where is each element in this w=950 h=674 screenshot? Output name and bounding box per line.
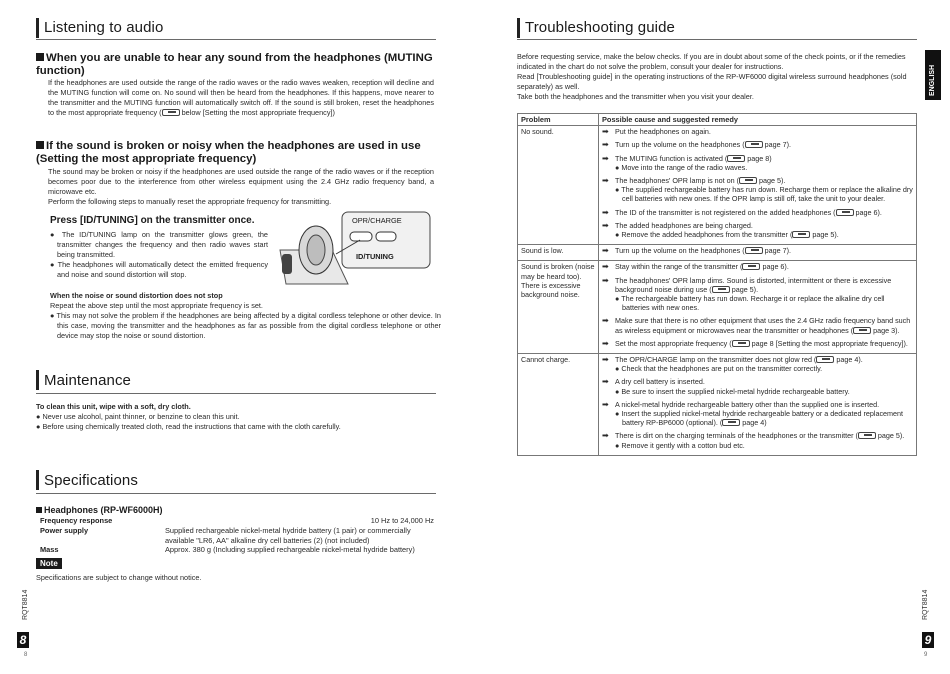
maintenance-bullets [36, 412, 434, 432]
remedy-item [602, 400, 913, 428]
column-header-problem: Problem [518, 114, 599, 126]
arrow-icon: ➡ [602, 275, 609, 285]
doc-code-left: RQT8814 [22, 589, 29, 620]
list-item: ● The ID/TUNING lamp on the transmitter glows green, the transmitter changes the frequency and then radio waves start being transmitted. [50, 230, 268, 259]
problem-cell: Cannot charge. [518, 354, 599, 456]
square-bullet-icon [36, 53, 44, 61]
table-row [518, 261, 917, 354]
square-bullet-icon [36, 507, 42, 513]
square-bullet-icon [36, 141, 44, 149]
specs-heading: Headphones (RP-WF6000H) [36, 504, 163, 517]
remedy-text: The added headphones are being charged. [615, 220, 753, 230]
remedy-item [602, 355, 913, 373]
remedy-cell [599, 261, 917, 354]
arrow-icon: ➡ [602, 316, 609, 326]
remedy-item [602, 262, 913, 271]
note-text: Specifications are subject to change without notice. [36, 573, 202, 582]
remedy-subitem: ● Move into the range of the radio waves. [615, 162, 748, 172]
list-item: ● Before using chemically treated cloth, read the instructions that came with the cloth carefully. [36, 421, 341, 431]
list-item: ● The headphones will automatically detect the emitted frequency and noise and sound distortion will stop. [50, 259, 268, 279]
problem-cell: Sound is low. [518, 245, 599, 261]
remedy-text: The MUTING function is activated ( page 8) [615, 153, 772, 163]
remedy-subitem: ● Check that the headphones are put on the transmitter correctly. [615, 364, 823, 374]
column-header-remedy: Possible cause and suggested remedy [599, 114, 917, 126]
table-row [518, 354, 917, 456]
arrow-icon: ➡ [602, 140, 609, 150]
remedy-item [602, 339, 913, 348]
page-number-left: 8 [17, 632, 29, 648]
remedy-text: Put the headphones on again. [615, 127, 711, 137]
spec-row: Mass Approx. 380 g (Including supplied rechargeable nickel-metal hydride battery) [40, 545, 415, 555]
arrow-icon: ➡ [602, 338, 609, 348]
press-bullets [50, 230, 268, 280]
heading-muting: When you are unable to hear any sound from the headphones (MUTING function) [36, 52, 433, 77]
list-item: ● Never use alcohol, paint thinner, or benzine to clean this unit. [36, 412, 240, 421]
section-marker [36, 470, 39, 490]
section-title-troubleshooting: Troubleshooting guide [525, 19, 675, 36]
problem-cell: No sound. [518, 126, 599, 245]
reference-icon [712, 286, 730, 293]
arrow-icon: ➡ [602, 153, 609, 163]
arrow-icon: ➡ [602, 431, 609, 441]
remedy-text: Stay within the range of the transmitter ( page 6). [615, 262, 789, 272]
noisy-body-2: Perform the following steps to manually reset the appropriate frequency for transmitting. [48, 197, 332, 206]
remedy-text: Set the most appropriate frequency ( page 8 [Setting the most appropriate frequency]). [615, 338, 908, 348]
section-title-maintenance: Maintenance [44, 372, 131, 389]
muting-body: If the headphones are used outside the range of the radio waves or the radio waves weaken, reception will decline and the MUTING function will come on. No sound will then be heard from the headphones. If this happens, move nearer to the transmitter and the MUTING function will automatically switch off. If the sound is still broken, reset the headphones to the most appropriate frequency ( below [Setting the most appropriate frequency]) [48, 78, 434, 117]
remedy-item [602, 140, 913, 149]
remedy-item [602, 154, 913, 172]
remedy-item [602, 246, 913, 255]
reference-icon [732, 340, 750, 347]
remedy-text: Turn up the volume on the headphones ( page 7). [615, 140, 791, 150]
arrow-icon: ➡ [602, 207, 609, 217]
table-row [518, 126, 917, 245]
remedy-subitem: ● Be sure to insert the supplied nickel-metal hydride rechargeable battery. [615, 386, 850, 396]
section-marker [36, 370, 39, 390]
note-badge: Note [36, 558, 62, 569]
reference-icon [816, 356, 834, 363]
remedy-subitem: ● Remove it gently with a cotton bud etc. [615, 440, 745, 450]
arrow-icon: ➡ [602, 220, 609, 230]
remedy-subitem: ● The rechargeable battery has run down. Recharge it or replace the alkaline dry cell batteries with new ones. [615, 294, 885, 313]
remedy-item [602, 176, 913, 204]
reference-icon [858, 432, 876, 439]
reference-icon [727, 155, 745, 162]
section-marker [36, 18, 39, 38]
section-title-specifications: Specifications [44, 472, 138, 489]
stop-body: Repeat the above step until the most appropriate frequency is set. [50, 301, 263, 310]
heading-noisy: If the sound is broken or noisy when the headphones are used in use (Setting the most appropriate frequency) [36, 140, 421, 165]
page-small-right: 9 [924, 652, 928, 658]
intro [517, 52, 917, 102]
reference-icon [739, 177, 757, 184]
reference-icon [742, 263, 760, 270]
arrow-icon: ➡ [602, 399, 609, 409]
spec-row: Frequency response 10 Hz to 24,000 Hz [40, 516, 434, 525]
remedy-subitem: ● The supplied rechargeable battery has run down. Recharge them or replace the alkaline dry cell batteries with new ones. If the OPR lamp is still off, take the unit to your dealer. [615, 185, 913, 204]
spec-row: Power supply Supplied rechargeable nickel-metal hydride battery (1 pair) or commercially available "LR6, AA" alkaline dry cell batteries (2) (not included) [40, 525, 411, 545]
section-rule [36, 39, 436, 40]
table-row [518, 245, 917, 261]
remedy-text: The ID of the transmitter is not registered on the added headphones ( page 6). [615, 207, 882, 217]
problem-cell: Sound is broken (noise may be heard too). There is excessive background noise. [518, 261, 599, 354]
specs-table [40, 516, 434, 555]
remedy-item [602, 127, 913, 136]
remedy-text: The headphones' OPR lamp is not on ( page 5). [615, 176, 786, 186]
section-rule [36, 393, 436, 394]
troubleshooting-table [517, 113, 917, 456]
maintenance-heading: To clean this unit, wipe with a soft, dry cloth. [36, 402, 191, 411]
section-rule [517, 39, 917, 40]
reference-icon [745, 141, 763, 148]
arrow-icon: ➡ [602, 246, 609, 256]
remedy-item [602, 431, 913, 449]
arrow-icon: ➡ [602, 127, 609, 137]
opr-charge-label: OPR/CHARGE [352, 216, 402, 225]
stop-bullet: ● This may not solve the problem if the headphones are being affected by a digital cordless telephone or other device. In this case, moving the transmitter and the headphones as far as possible from the digital cordless telephone or other device may stop the noise or sound distortion. [50, 311, 441, 340]
intro-paragraph: Read [Troubleshooting guide] in the operating instructions of the RP-WF6000 digital wireless surround headphones (sold separately) as well. [517, 71, 907, 91]
page-small-left: 8 [24, 652, 28, 658]
remedy-item [602, 377, 913, 395]
remedy-cell [599, 354, 917, 456]
remedy-item [602, 221, 913, 239]
reference-icon [792, 231, 810, 238]
noisy-body: The sound may be broken or noisy if the headphones are used outside the range of the radio waves or if the reception becomes poor due to the interference from other wireless equipment using the 2.4 GHz radio frequency band, a microwave etc. [48, 167, 434, 196]
intro-paragraph: Take both the headphones and the transmitter when you visit your dealer. [517, 91, 754, 101]
reference-icon [745, 247, 763, 254]
reference-icon [836, 209, 854, 216]
arrow-icon: ➡ [602, 262, 609, 272]
press-title: Press [ID/TUNING] on the transmitter once. [50, 215, 255, 226]
transmitter-illustration [272, 210, 434, 290]
section-rule [36, 493, 436, 494]
doc-code-right: RQT8814 [922, 589, 929, 620]
remedy-text: There is dirt on the charging terminals of the headphones or the transmitter ( page 5). [615, 431, 905, 441]
remedy-subitem: ● Remove the added headphones from the transmitter ( page 5). [615, 230, 839, 240]
arrow-icon: ➡ [602, 355, 609, 365]
remedy-text: The headphones' OPR lamp dims. Sound is distorted, intermittent or there is excessive background noise during use ( page 5). [615, 275, 892, 294]
remedy-text: A nickel-metal hydride rechargeable battery other than the supplied one is inserted. [615, 399, 880, 409]
language-tab [925, 50, 941, 100]
remedy-subitem: ● Insert the supplied nickel-metal hydride rechargeable battery or a dedicated replacement battery RP-BP6000 (optional). ( page 4) [615, 409, 904, 428]
page-number-right: 9 [922, 632, 934, 648]
remedy-cell [599, 126, 917, 245]
remedy-text: The OPR/CHARGE lamp on the transmitter does not glow red ( page 4). [615, 355, 863, 365]
troubleshooting-table-wrap [517, 113, 917, 456]
section-title-listening: Listening to audio [44, 19, 164, 36]
remedy-text: A dry cell battery is inserted. [615, 377, 705, 387]
reference-icon [162, 109, 180, 116]
remedy-item [602, 276, 913, 313]
language-tab-label: ENGLISH [929, 64, 936, 96]
reference-icon [853, 327, 871, 334]
remedy-cell [599, 245, 917, 261]
arrow-icon: ➡ [602, 176, 609, 186]
id-tuning-label: ID/TUNING [356, 252, 394, 261]
arrow-icon: ➡ [602, 377, 609, 387]
intro-paragraph: Before requesting service, make the below checks. If you are in doubt about some of the check points, or if the remedies indicated in the chart do not solve the problem, consult your dealer for instructions. [517, 52, 906, 71]
stop-title: When the noise or sound distortion does not stop [50, 291, 223, 300]
reference-icon [722, 419, 740, 426]
remedy-item [602, 208, 913, 217]
remedy-text: Make sure that there is no other equipment that uses the 2.4 GHz radio frequency band such as wireless equipment or microwaves near the transmitter or headphones ( page 3). [615, 316, 911, 335]
remedy-text: Turn up the volume on the headphones ( page 7). [615, 246, 791, 256]
troubleshooting-table-body [518, 126, 917, 456]
remedy-item [602, 316, 913, 334]
section-marker [517, 18, 520, 38]
